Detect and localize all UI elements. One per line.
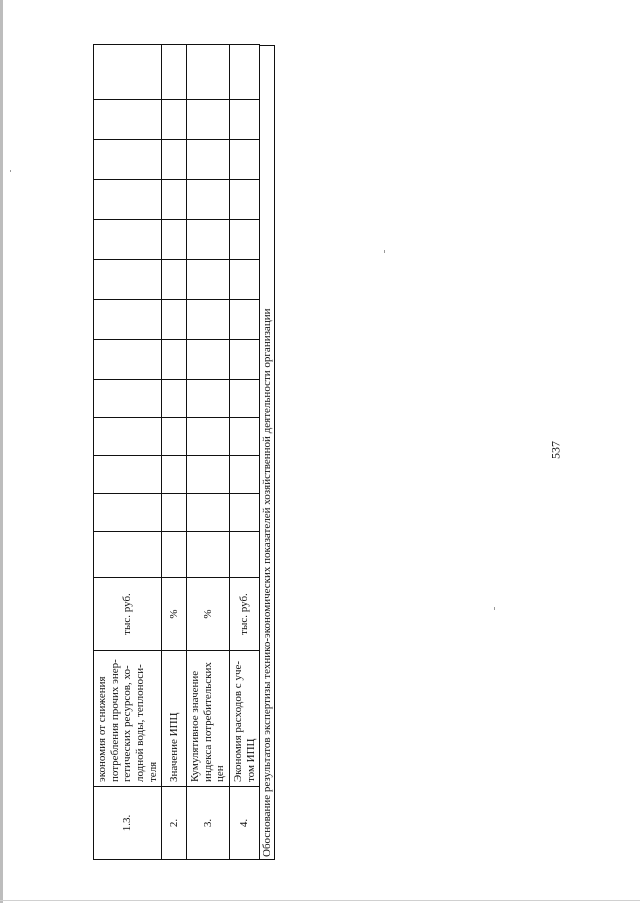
empty-cell	[162, 180, 187, 220]
empty-cell	[230, 340, 260, 380]
empty-cell	[187, 494, 230, 532]
row-name: Кумулятивное значение индекса потребительских цен	[187, 651, 230, 787]
empty-cell	[162, 532, 187, 578]
table-row	[162, 45, 187, 860]
scan-speck	[384, 250, 385, 253]
empty-cell	[94, 260, 162, 300]
table-row	[230, 45, 260, 860]
empty-cell	[230, 418, 260, 456]
empty-cell	[230, 220, 260, 260]
empty-cell	[94, 220, 162, 260]
empty-cell	[187, 300, 230, 340]
empty-cell	[230, 456, 260, 494]
empty-cell	[230, 380, 260, 418]
row-name: Экономия расходов с уче-том ИПЦ	[230, 651, 260, 787]
empty-cell	[162, 340, 187, 380]
expertise-footer-line: Обоснование результатов экспертизы технико-экономических показателей хозяйственной деятельности организации	[260, 45, 275, 860]
empty-cell	[94, 100, 162, 140]
table-row	[94, 45, 162, 860]
page-number: 537	[548, 441, 563, 459]
empty-cell	[162, 300, 187, 340]
empty-cell	[230, 300, 260, 340]
row-unit: тыс. руб.	[94, 578, 162, 651]
row-number: 1.3.	[94, 787, 162, 860]
empty-cell	[187, 100, 230, 140]
empty-cell	[230, 180, 260, 220]
empty-cell	[94, 300, 162, 340]
row-unit: %	[162, 578, 187, 651]
empty-cell	[230, 260, 260, 300]
empty-cell	[94, 456, 162, 494]
empty-cell	[162, 260, 187, 300]
empty-cell	[187, 220, 230, 260]
empty-cell	[230, 140, 260, 180]
empty-cell	[187, 45, 230, 100]
empty-cell	[162, 220, 187, 260]
empty-cell	[162, 494, 187, 532]
empty-cell	[94, 340, 162, 380]
empty-cell	[187, 418, 230, 456]
empty-cell	[94, 140, 162, 180]
scan-edge-left	[0, 0, 3, 903]
empty-cell	[230, 100, 260, 140]
empty-cell	[230, 532, 260, 578]
empty-cell	[187, 456, 230, 494]
empty-cell	[94, 380, 162, 418]
empty-cell	[94, 532, 162, 578]
empty-cell	[187, 260, 230, 300]
empty-cell	[94, 45, 162, 100]
empty-cell	[187, 532, 230, 578]
empty-cell	[187, 340, 230, 380]
empty-cell	[162, 100, 187, 140]
row-name: Значение ИПЦ	[162, 651, 187, 787]
indicators-table	[93, 44, 260, 860]
empty-cell	[187, 380, 230, 418]
empty-cell	[230, 45, 260, 100]
empty-cell	[230, 494, 260, 532]
row-number: 4.	[230, 787, 260, 860]
rotated-table-region	[93, 45, 274, 860]
empty-cell	[187, 140, 230, 180]
scan-edge-bottom	[0, 900, 640, 901]
empty-cell	[162, 418, 187, 456]
table-row	[187, 45, 230, 860]
empty-cell	[94, 494, 162, 532]
empty-cell	[187, 180, 230, 220]
empty-cell	[94, 180, 162, 220]
row-number: 3.	[187, 787, 230, 860]
empty-cell	[162, 45, 187, 100]
scan-speck	[494, 607, 495, 610]
row-unit: %	[187, 578, 230, 651]
empty-cell	[94, 418, 162, 456]
empty-cell	[162, 380, 187, 418]
row-name: экономия от снижения потребления прочих энер-гетических ресурсов, хо-лодной воды, теплоноси-теля	[94, 651, 162, 787]
empty-cell	[162, 456, 187, 494]
row-number: 2.	[162, 787, 187, 860]
scan-speck	[10, 170, 11, 172]
row-unit: тыс. руб.	[230, 578, 260, 651]
empty-cell	[162, 140, 187, 180]
